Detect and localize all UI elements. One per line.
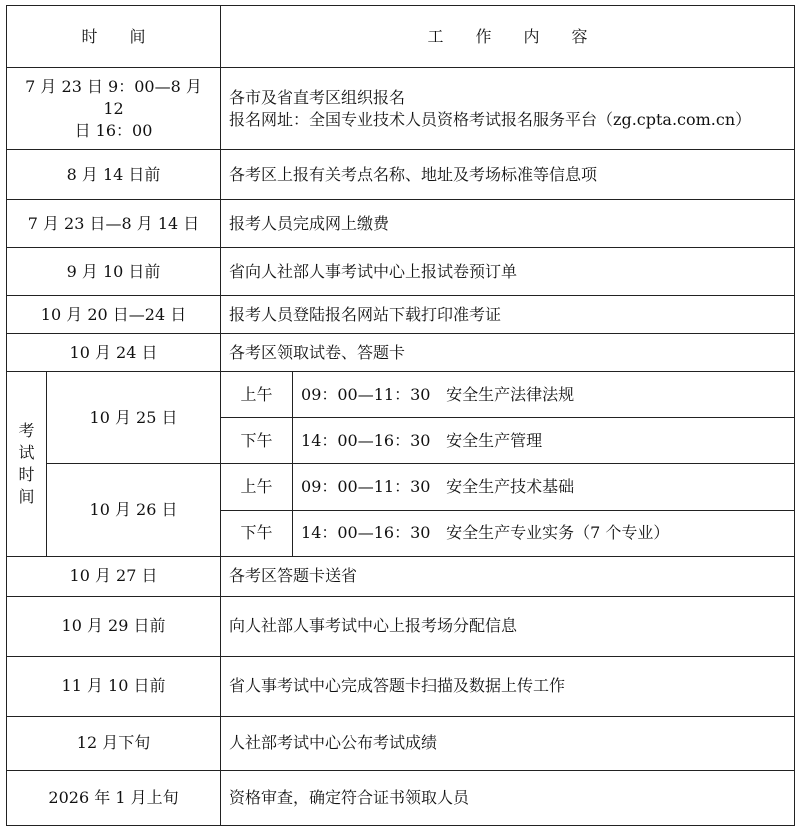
exam-time-label xyxy=(7,372,47,556)
table-row xyxy=(7,596,795,656)
row-time: 11 月 10 日前 xyxy=(7,656,221,716)
session-half: 下午 xyxy=(221,418,293,464)
row-time: 2026 年 1 月上旬 xyxy=(7,770,221,825)
row-content: 向人社部人事考试中心上报考场分配信息 xyxy=(221,596,795,656)
table-row xyxy=(7,200,795,248)
row-time: 10 月 27 日 xyxy=(7,556,221,596)
row-content: 各考区领取试卷、答题卡 xyxy=(221,334,795,372)
session-subject: 安全生产法律法规 xyxy=(446,384,575,404)
session-detail xyxy=(293,372,795,418)
table-row xyxy=(7,656,795,716)
session-subject: 安全生产专业实务（7 个专业） xyxy=(446,523,670,543)
row-time: 9 月 10 日前 xyxy=(7,248,221,296)
row-time-line: 7 月 23 日 9：00—8 月 12 xyxy=(25,76,202,118)
table-row xyxy=(7,334,795,372)
row-content: 各考区答题卡送省 xyxy=(221,556,795,596)
table-row xyxy=(7,556,795,596)
exam-session-row xyxy=(7,464,795,510)
row-time: 8 月 14 日前 xyxy=(7,150,221,200)
session-subject: 安全生产技术基础 xyxy=(446,476,575,496)
registration-url: 报名网址：全国专业技术人员资格考试报名服务平台（zg.cpta.com.cn） xyxy=(229,109,752,129)
exam-session-row xyxy=(7,372,795,418)
row-time xyxy=(7,68,221,150)
session-time: 09：00—11：30 xyxy=(301,476,431,496)
header-row xyxy=(7,6,795,68)
session-detail xyxy=(293,418,795,464)
session-half: 上午 xyxy=(221,464,293,510)
session-time: 14：00—16：30 xyxy=(301,523,431,543)
table-row xyxy=(7,770,795,825)
row-time-line: 日 16：00 xyxy=(74,120,153,140)
session-subject: 安全生产管理 xyxy=(446,430,543,450)
table-row xyxy=(7,248,795,296)
session-time: 09：00—11：30 xyxy=(301,384,431,404)
row-time: 12 月下旬 xyxy=(7,716,221,770)
table-row xyxy=(7,150,795,200)
time-column-header: 时 间 xyxy=(7,6,221,68)
exam-time-label-text: 考试时间 xyxy=(18,420,35,506)
table-row xyxy=(7,68,795,150)
session-time: 14：00—16：30 xyxy=(301,430,431,450)
row-content: 报考人员登陆报名网站下载打印准考证 xyxy=(221,296,795,334)
row-time: 7 月 23 日—8 月 14 日 xyxy=(7,200,221,248)
exam-date: 10 月 26 日 xyxy=(47,464,221,556)
row-content: 人社部考试中心公布考试成绩 xyxy=(221,716,795,770)
row-content: 资格审查，确定符合证书领取人员 xyxy=(221,770,795,825)
row-content: 各考区上报有关考点名称、地址及考场标准等信息项 xyxy=(221,150,795,200)
session-half: 上午 xyxy=(221,372,293,418)
row-content: 报考人员完成网上缴费 xyxy=(221,200,795,248)
session-detail xyxy=(293,464,795,510)
table-row xyxy=(7,716,795,770)
row-time: 10 月 29 日前 xyxy=(7,596,221,656)
session-half: 下午 xyxy=(221,510,293,556)
session-detail xyxy=(293,510,795,556)
table-row xyxy=(7,296,795,334)
row-content-line: 各市及省直考区组织报名 xyxy=(229,87,406,107)
row-time: 10 月 20 日—24 日 xyxy=(7,296,221,334)
row-content: 省向人社部人事考试中心上报试卷预订单 xyxy=(221,248,795,296)
row-content: 省人事考试中心完成答题卡扫描及数据上传工作 xyxy=(221,656,795,716)
row-content xyxy=(221,68,795,150)
exam-date: 10 月 25 日 xyxy=(47,372,221,464)
exam-schedule-table xyxy=(6,5,795,826)
row-time: 10 月 24 日 xyxy=(7,334,221,372)
content-column-header: 工 作 内 容 xyxy=(221,6,795,68)
